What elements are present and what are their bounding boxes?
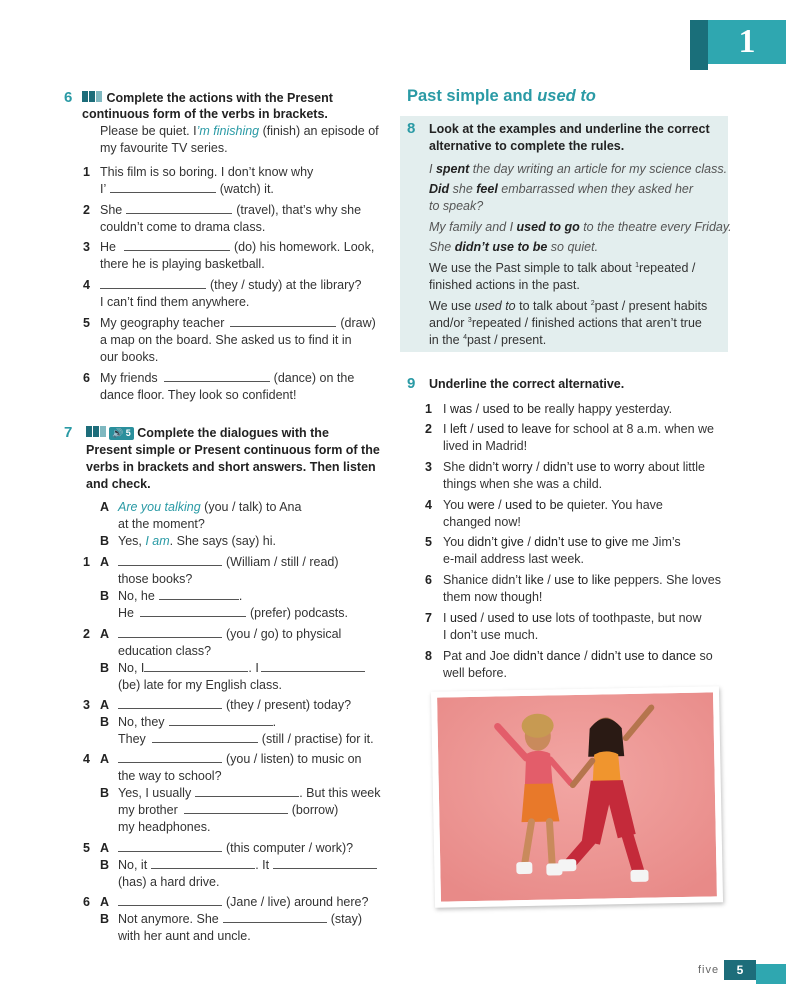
item-number: 7 <box>425 611 432 625</box>
ex9-item-line: Shanice didn’t like / use to like peppers. She loves <box>443 573 721 587</box>
option[interactable]: repeated <box>639 261 689 275</box>
answer-blank[interactable] <box>100 277 206 289</box>
speaker-a: A <box>100 627 110 641</box>
item-number: 5 <box>425 535 432 549</box>
dialogue-number: 1 <box>83 555 90 569</box>
item-number: 4 <box>83 278 90 292</box>
ex9-item-line: I used / used to use lots of toothpaste, but now <box>443 611 702 625</box>
exercise-9-number: 9 <box>407 375 416 392</box>
ex9-item-line: You didn’t give / didn’t use to give me Jim’s <box>443 535 681 549</box>
answer-option[interactable]: used <box>449 611 478 625</box>
item-number: 2 <box>83 203 90 217</box>
ex7-d6-a1: (Jane / live) around here? <box>118 894 368 911</box>
rule-1b: finished actions in the past. <box>429 278 580 292</box>
exercise-8-number: 8 <box>407 120 416 137</box>
answer-blank[interactable] <box>126 202 232 214</box>
ex7-d6-b1: Not anymore. She (stay) <box>118 912 362 926</box>
speaker-b: B <box>100 912 110 926</box>
ex7-d2-a1: (you / go) to physical <box>118 626 341 643</box>
ex7-d4-b1: Yes, I usually . But this week <box>118 786 381 800</box>
audio-track-icon[interactable]: 🔊 5 <box>109 427 134 440</box>
dialogue-number: 4 <box>83 752 90 766</box>
option[interactable]: finished <box>531 316 575 330</box>
exercise-7-number: 7 <box>64 424 73 441</box>
option[interactable]: present <box>628 299 671 313</box>
exercise-7-title-2: Present simple or Present continuous form of the <box>86 443 380 457</box>
ex7-d1-a2: those books? <box>118 572 193 586</box>
page-word: five <box>698 964 720 976</box>
exercise-6-title: Complete the actions with the Present <box>82 90 333 107</box>
ex7-d2-a2: education class? <box>118 644 212 658</box>
speaker-a: A <box>100 752 110 766</box>
ex9-item-line-2: them now though! <box>443 590 543 604</box>
exercise-7-title: 🔊 5 Complete the dialogues with the <box>86 425 329 442</box>
grammar-example-1: I spent the day writing an article for my science class. <box>429 162 728 176</box>
item-number: 6 <box>83 371 90 385</box>
ex7-d5-a1: (this computer / work)? <box>118 840 353 857</box>
ex7-d4-b2: my brother (borrow) <box>118 803 339 817</box>
answer-blank[interactable] <box>152 731 258 743</box>
section-title: Past simple and used to <box>407 87 596 105</box>
answer-option[interactable]: left <box>449 422 467 436</box>
rule-3: and/or $^3$repeated / finished actions that aren’t true <box>429 316 702 330</box>
grammar-example-3: My family and I used to go to the theatre every Friday. <box>429 220 732 234</box>
item-number: 2 <box>425 422 432 436</box>
speaker-b: B <box>100 661 110 675</box>
answer-option[interactable]: used to use <box>487 611 553 625</box>
exercise-6-example: Please be quiet. I’m finishing (finish) an episode of <box>100 124 379 138</box>
grammar-example-4: She didn’t use to be so quiet. <box>429 240 599 254</box>
ex9-item-line: She didn’t worry / didn’t use to worry about little <box>443 460 705 474</box>
ex9-item-line: I left / used to leave for school at 8 a.m. when we <box>443 422 715 436</box>
option[interactable]: finished <box>429 278 473 292</box>
ex7-example-a: Are you talking (you / talk) to Ana <box>118 500 302 514</box>
ex6-item-6-line-2: dance floor. They look so confident! <box>100 388 297 402</box>
ex6-item-1-line-2: I’ (watch) it. <box>100 182 274 196</box>
grammar-example-2b: to speak? <box>429 199 484 213</box>
answer-blank[interactable] <box>159 588 239 600</box>
photo-two-girls-dancing <box>431 686 723 907</box>
exercise-8-title: Look at the examples and underline the correct <box>429 122 710 136</box>
answer-blank[interactable] <box>223 911 327 923</box>
option[interactable]: present <box>501 333 543 347</box>
ex9-item-line-2: things when she was a child. <box>443 477 603 491</box>
item-number: 1 <box>425 402 432 416</box>
answer-option[interactable]: was <box>449 402 473 416</box>
answer-option[interactable]: like <box>525 573 544 587</box>
unit-tab-shade <box>690 20 708 70</box>
dancing-girls-illustration <box>437 692 717 901</box>
ex7-d2-b2: (be) late for my English class. <box>118 678 282 692</box>
dialogue-number: 3 <box>83 698 90 712</box>
difficulty-icon <box>82 90 103 107</box>
ex7-example-a-2: at the moment? <box>118 517 205 531</box>
ex7-d3-b2: They (still / practise) for it. <box>118 732 374 746</box>
answer-blank[interactable] <box>118 626 222 638</box>
option[interactable]: past <box>594 299 619 313</box>
speaker-a: A <box>100 841 110 855</box>
item-number: 3 <box>425 460 432 474</box>
ex9-item-line-2: well before. <box>443 666 507 680</box>
ex6-item-5-line-2: a map on the board. She asked us to find it in <box>100 333 352 347</box>
dialogue-number: 2 <box>83 627 90 641</box>
ex9-item-line: I was / used to be really happy yesterday. <box>443 402 673 416</box>
answer-blank[interactable] <box>261 660 365 672</box>
answer-blank[interactable] <box>118 697 222 709</box>
ex7-d1-b2: He (prefer) podcasts. <box>118 606 348 620</box>
item-number: 8 <box>425 649 432 663</box>
item-number: 6 <box>425 573 432 587</box>
exercise-8-title-2: alternative to complete the rules. <box>429 139 625 153</box>
speaker-a: A <box>100 698 110 712</box>
answer-option[interactable]: used to be <box>505 498 564 512</box>
item-number: 5 <box>83 316 90 330</box>
ex6-item-4-line-1: (they / study) at the library? <box>100 277 361 294</box>
answer-blank[interactable] <box>118 554 222 566</box>
rule-4: in the $^4$past / present. <box>429 333 547 347</box>
rule-2: We use used to to talk about $^2$past / present habits <box>429 299 708 313</box>
ex6-item-1-line-1: This film is so boring. I don’t know why <box>100 165 314 179</box>
rule-1: We use the Past simple to talk about $^1$repeated / <box>429 261 696 275</box>
ex7-d3-a1: (they / present) today? <box>118 697 351 714</box>
answer-option[interactable]: didn’t use to worry <box>543 460 645 474</box>
ex7-d3-b1: No, they . <box>118 715 277 729</box>
answer-blank[interactable] <box>195 785 299 797</box>
answer-blank[interactable] <box>184 802 288 814</box>
unit-tab <box>690 20 786 64</box>
answer-blank[interactable] <box>230 315 336 327</box>
ex7-d1-b1: No, he . <box>118 589 243 603</box>
exercise-7-title-4: and check. <box>86 477 151 491</box>
answer-option[interactable]: used to leave <box>477 422 552 436</box>
dialogue-number: 5 <box>83 841 90 855</box>
answer-blank[interactable] <box>110 181 216 193</box>
ex9-item-line-2: lived in Madrid! <box>443 439 528 453</box>
exercise-6-example-2: my favourite TV series. <box>100 141 228 155</box>
item-number: 1 <box>83 165 90 179</box>
page-number: 5 <box>724 960 756 980</box>
speaker-a: A <box>100 500 110 514</box>
ex7-d5-b2: (has) a hard drive. <box>118 875 220 889</box>
answer-option[interactable]: used to be <box>482 402 541 416</box>
ex7-d5-b1: No, it . It <box>118 857 377 874</box>
exercise-7-title-3: verbs in brackets and short answers. Then listen <box>86 460 376 474</box>
dialogue-number: 6 <box>83 895 90 909</box>
answer-blank[interactable] <box>124 239 230 251</box>
ex9-item-line-2: changed now! <box>443 515 521 529</box>
ex6-item-5-line-1: My geography teacher (draw) <box>100 316 376 330</box>
ex9-item-line-2: e-mail address last week. <box>443 552 585 566</box>
option[interactable]: repeated <box>471 316 522 330</box>
answer-blank[interactable] <box>164 370 270 382</box>
speaker-b: B <box>100 858 110 872</box>
speaker-a: A <box>100 555 110 569</box>
ex6-item-3-line-1: He (do) his homework. Look, <box>100 240 375 254</box>
answer-blank[interactable] <box>140 605 246 617</box>
ex9-item-line: Pat and Joe didn’t dance / didn’t use to dance so <box>443 649 713 663</box>
answer-option[interactable]: didn’t use to give <box>534 535 629 549</box>
speaker-b: B <box>100 715 110 729</box>
ex7-d6-b2: with her aunt and uncle. <box>118 929 251 943</box>
item-number: 4 <box>425 498 432 512</box>
answer-option[interactable]: were <box>467 498 495 512</box>
ex7-d4-a2: the way to school? <box>118 769 222 783</box>
ex6-item-4-line-2: I can’t find them anywhere. <box>100 295 250 309</box>
ex7-d2-b1: No, I . I <box>118 660 365 677</box>
speaker-b: B <box>100 786 110 800</box>
ex6-item-2-line-2: couldn’t come to drama class. <box>100 220 266 234</box>
speaker-a: A <box>100 895 110 909</box>
exercise-6-title-2: continuous form of the verbs in brackets. <box>82 107 328 121</box>
speaker-b: B <box>100 534 110 548</box>
exercise-9-title: Underline the correct alternative. <box>429 377 625 391</box>
answer-option[interactable]: didn’t use to dance <box>591 649 696 663</box>
ex9-item-line-2: I don’t use much. <box>443 628 539 642</box>
answer-option[interactable]: didn’t give <box>467 535 524 549</box>
answer-option[interactable]: didn’t worry <box>468 460 533 474</box>
answer-blank[interactable] <box>151 857 255 869</box>
answer-blank[interactable] <box>118 751 222 763</box>
ex7-example-b: Yes, I am. She says (say) hi. <box>118 534 276 548</box>
answer-option[interactable]: use to like <box>554 573 611 587</box>
option[interactable]: past <box>466 333 491 347</box>
ex9-item-line: You were / used to be quieter. You have <box>443 498 663 512</box>
ex6-item-2-line-1: She (travel), that’s why she <box>100 203 362 217</box>
ex7-d1-a1: (William / still / read) <box>118 554 339 571</box>
item-number: 3 <box>83 240 90 254</box>
ex7-d4-a1: (you / listen) to music on <box>118 751 361 768</box>
answer-blank[interactable] <box>144 660 248 672</box>
answer-blank[interactable] <box>118 840 222 852</box>
unit-number: 1 <box>708 20 786 64</box>
ex7-d4-b3: my headphones. <box>118 820 211 834</box>
ex6-item-5-line-3: our books. <box>100 350 159 364</box>
answer-blank[interactable] <box>118 894 222 906</box>
answer-option[interactable]: didn’t dance <box>513 649 581 663</box>
answer-blank[interactable] <box>273 857 377 869</box>
difficulty-icon <box>86 425 107 442</box>
speaker-b: B <box>100 589 110 603</box>
page-tab-accent <box>756 964 786 984</box>
answer-blank[interactable] <box>169 714 273 726</box>
ex6-item-6-line-1: My friends (dance) on the <box>100 371 355 385</box>
exercise-6-number: 6 <box>64 89 73 106</box>
ex6-item-3-line-2: there he is playing basketball. <box>100 257 265 271</box>
grammar-example-2: Did she feel embarrassed when they asked her <box>429 182 694 196</box>
page-number-tab <box>724 960 786 980</box>
